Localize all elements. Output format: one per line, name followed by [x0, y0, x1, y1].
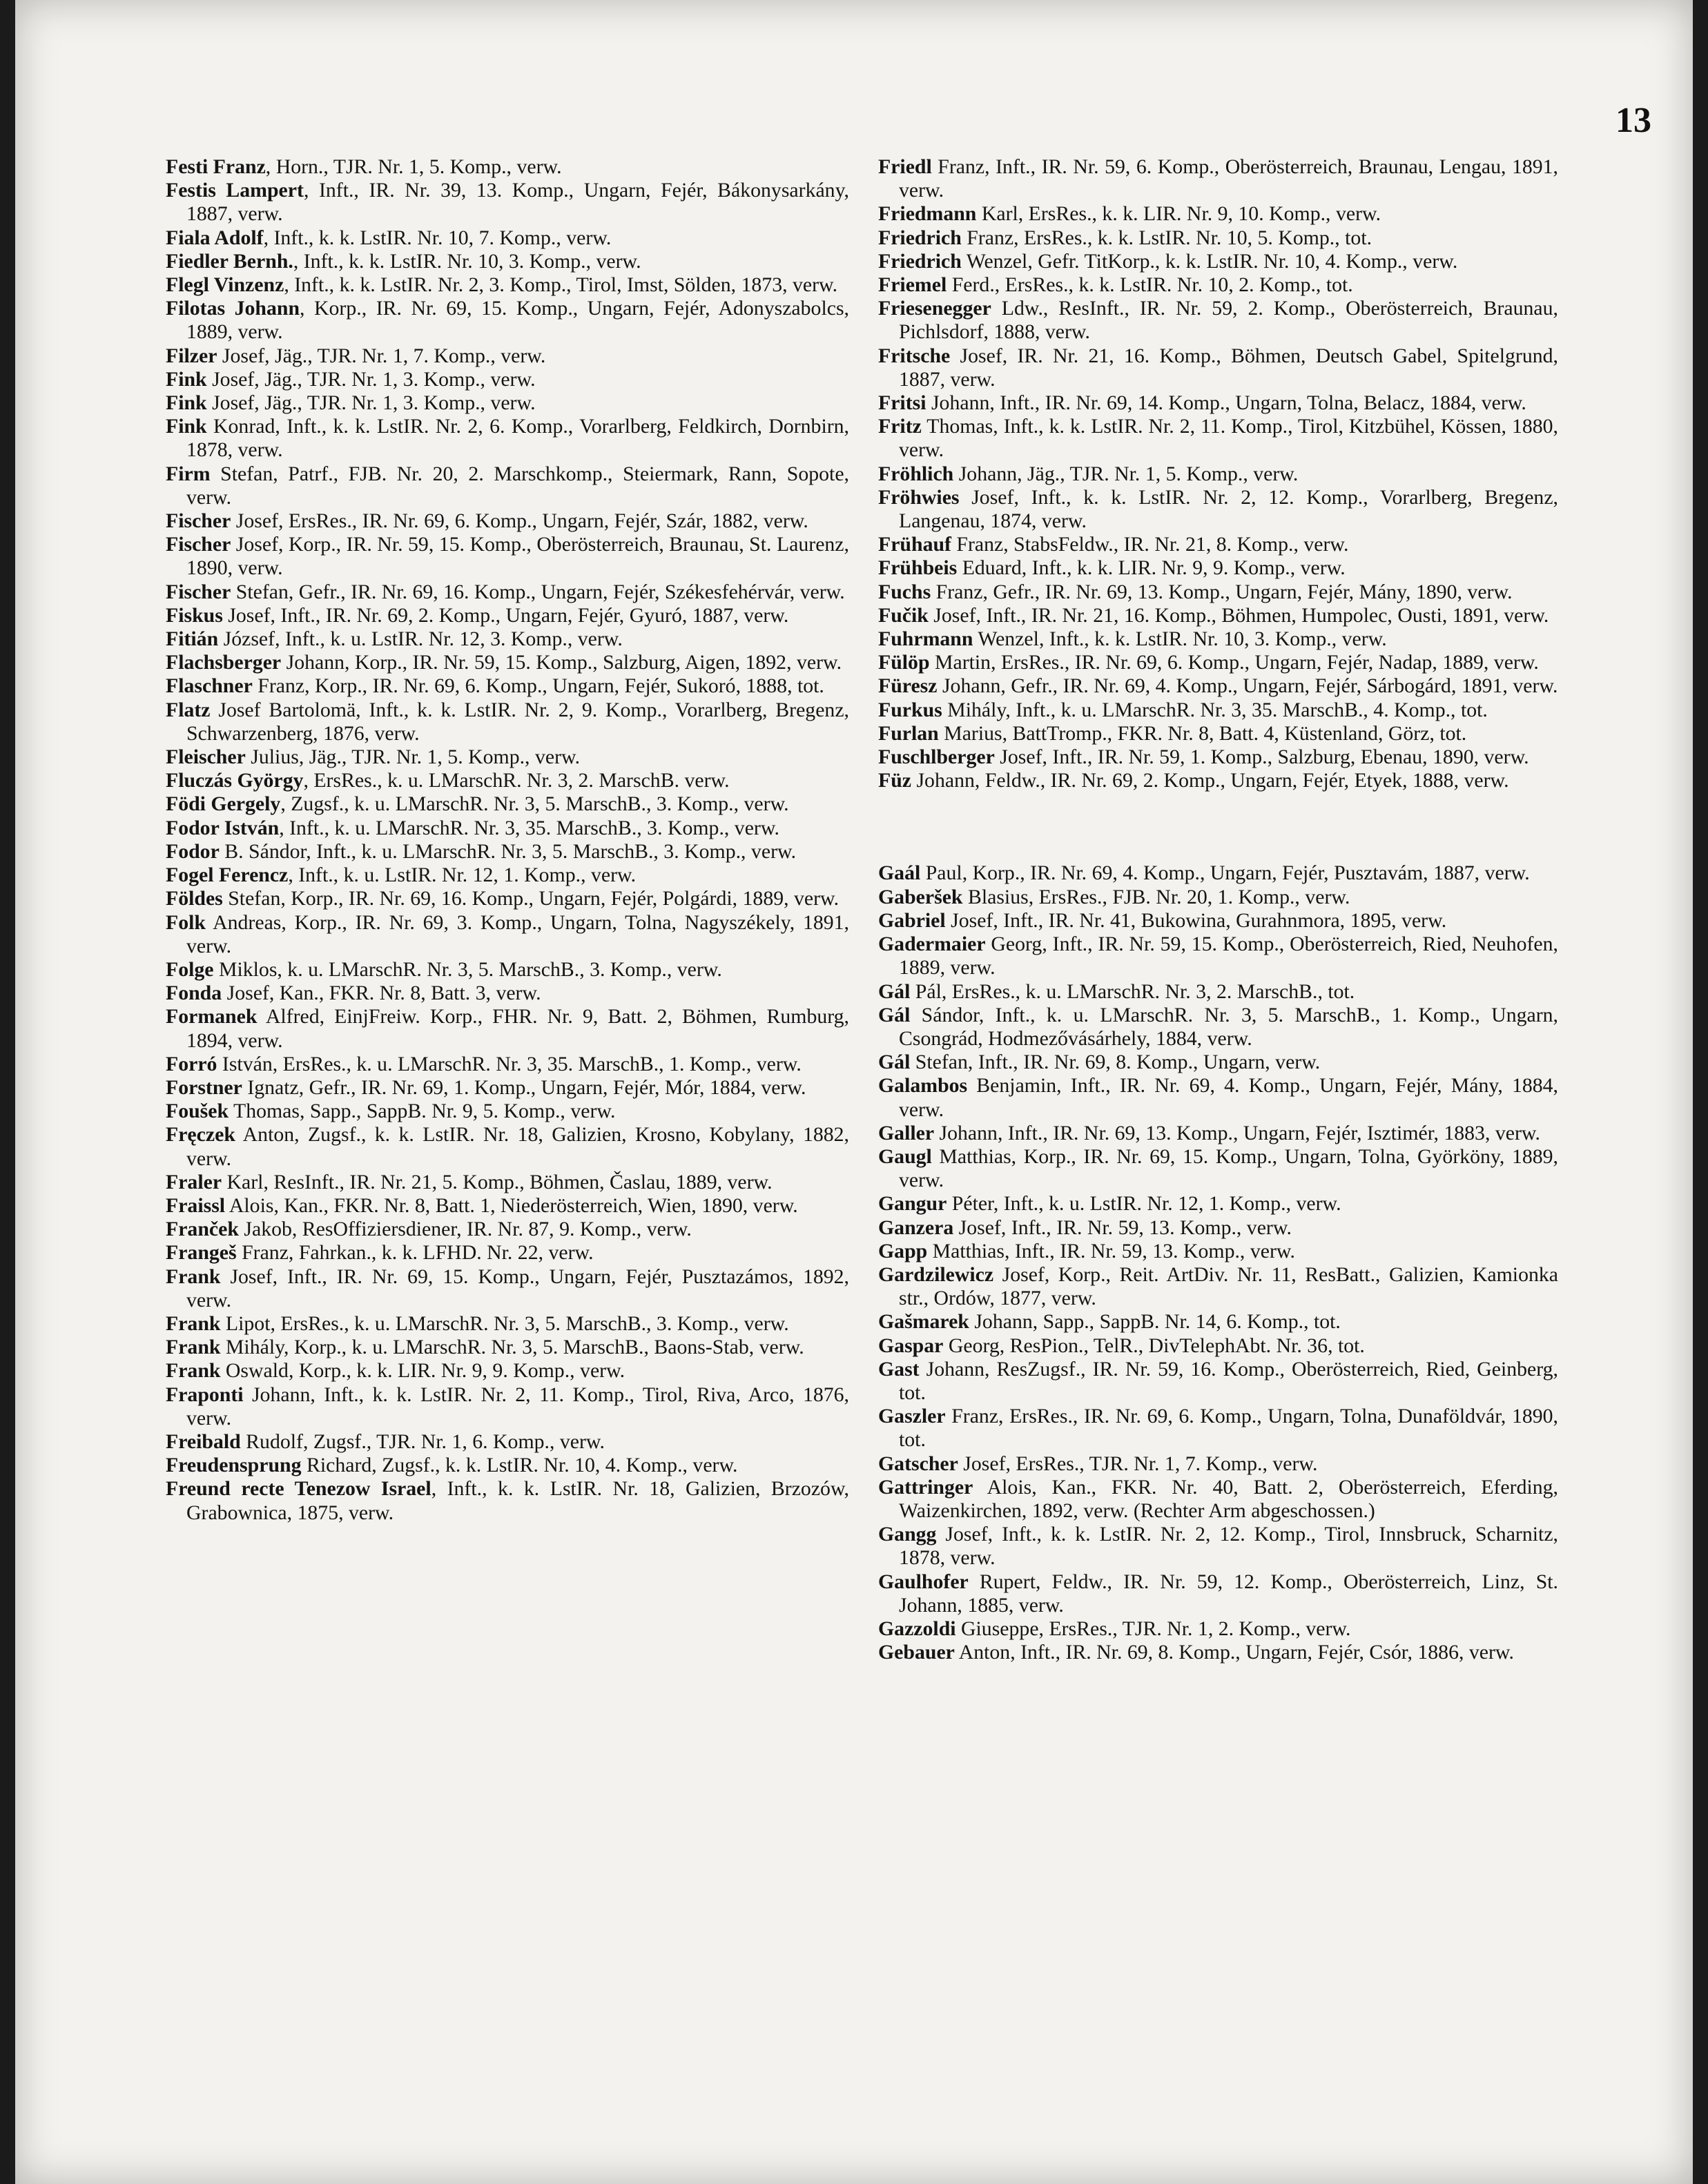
list-entry: [166, 769, 849, 792]
entry-details: Josef, Inft., IR. Nr. 69, 15. Komp., Ungarn, Fejér, Pusztazámos, 1892, verw.: [186, 1265, 849, 1312]
entry-surname: Firm: [166, 462, 211, 485]
list-entry: [166, 581, 849, 604]
list-entry: [878, 745, 1558, 769]
list-entry: [878, 1641, 1558, 1664]
list-entry: [166, 911, 849, 958]
entry-details: Franz, StabsFeldw., IR. Nr. 21, 8. Komp., verw.: [951, 533, 1349, 556]
list-entry: [878, 391, 1558, 415]
entry-surname: Fučik: [878, 603, 929, 627]
entry-details: Johann, Gefr., IR. Nr. 69, 4. Komp., Ungarn, Fejér, Sárbogárd, 1891, verw.: [937, 674, 1558, 698]
list-entry: [878, 250, 1558, 273]
entry-details: Johann, Jäg., TJR. Nr. 1, 5. Komp., verw.: [953, 462, 1299, 485]
entry-details: Georg, Inft., IR. Nr. 59, 15. Komp., Oberösterreich, Ried, Neuhofen, 1889, verw.: [899, 933, 1558, 979]
entry-surname: Fraponti: [166, 1383, 244, 1406]
entry-surname: Fleischer: [166, 745, 246, 769]
entry-details: Josef, Jäg., TJR. Nr. 1, 3. Komp., verw.: [206, 391, 536, 415]
entry-details: Johann, Inft., IR. Nr. 69, 14. Komp., Ungarn, Tolna, Belacz, 1884, verw.: [926, 391, 1526, 415]
entry-details: Mihály, Korp., k. u. LMarschR. Nr. 3, 5. MarschB., Baons-Stab, verw.: [220, 1336, 804, 1359]
entry-details: Josef, Inft., IR. Nr. 59, 13. Komp., verw.: [953, 1216, 1292, 1239]
entry-surname: Gál: [878, 1051, 911, 1074]
list-entry: [166, 887, 849, 910]
entry-details: Johann, Korp., IR. Nr. 59, 15. Komp., Salzburg, Aigen, 1892, verw.: [281, 651, 842, 674]
list-entry: [878, 1452, 1558, 1476]
entry-surname: Frank: [166, 1336, 221, 1359]
entry-surname: Gašmarek: [878, 1310, 969, 1334]
list-entry: [878, 909, 1558, 933]
list-entry: [166, 1053, 849, 1076]
list-entry: [878, 886, 1558, 909]
entry-surname: Gazzoldi: [878, 1617, 956, 1640]
list-entry: [878, 1074, 1558, 1121]
section-gap: [878, 792, 1558, 861]
entry-details: , Inft., k. k. LstIR. Nr. 18, Galizien, Brzozów, Grabownica, 1875, verw.: [186, 1477, 849, 1524]
entry-details: Josef, Jäg., TJR. Nr. 1, 3. Komp., verw.: [206, 367, 536, 391]
list-entry: [166, 155, 849, 179]
entry-details: Franz, Gefr., IR. Nr. 69, 13. Komp., Ungarn, Fejér, Mány, 1890, verw.: [931, 580, 1513, 603]
list-entry: [878, 769, 1558, 792]
entry-surname: Folk: [166, 910, 206, 934]
entry-surname: Gaugl: [878, 1144, 932, 1168]
list-entry: [166, 699, 849, 745]
list-entry: [166, 864, 849, 887]
entry-details: Rupert, Feldw., IR. Nr. 59, 12. Komp., Oberösterreich, Linz, St. Johann, 1885, verw.: [899, 1570, 1558, 1617]
entry-details: Karl, ErsRes., k. k. LIR. Nr. 9, 10. Komp., verw.: [976, 202, 1381, 226]
list-entry: [878, 226, 1558, 250]
entry-details: Josef, Inft., IR. Nr. 59, 1. Komp., Salzburg, Ebenau, 1890, verw.: [994, 745, 1529, 769]
entry-surname: Fonda: [166, 982, 222, 1005]
list-entry: [878, 674, 1558, 698]
list-entry: [166, 792, 849, 816]
entry-surname: Freudensprung: [166, 1454, 302, 1477]
list-entry: [878, 1216, 1558, 1240]
entry-surname: Furkus: [878, 698, 942, 721]
list-entry: [166, 1218, 849, 1241]
list-entry: [878, 1570, 1558, 1617]
entry-details: Franz, Fahrkan., k. k. LFHD. Nr. 22, verw.: [236, 1241, 594, 1265]
list-entry: [878, 1405, 1558, 1452]
entry-details: Alfred, EinjFreiw. Korp., FHR. Nr. 9, Batt. 2, Böhmen, Rumburg, 1894, verw.: [186, 1005, 849, 1052]
entry-details: , Inft., k. k. LstIR. Nr. 2, 3. Komp., Tirol, Imst, Sölden, 1873, verw.: [284, 273, 838, 297]
list-entry: [878, 1240, 1558, 1263]
entry-details: Josef, Inft., k. k. LstIR. Nr. 2, 12. Komp., Vorarlberg, Bregenz, Langenau, 1874, verw.: [899, 485, 1558, 533]
list-entry: [166, 297, 849, 344]
entry-details: Paul, Korp., IR. Nr. 69, 4. Komp., Ungarn, Fejér, Pusztavám, 1887, verw.: [920, 861, 1530, 885]
list-entry: [878, 1523, 1558, 1570]
list-entry: [878, 861, 1558, 885]
list-entry: [878, 415, 1558, 462]
entry-details: Josef Bartolomä, Inft., k. k. LstIR. Nr. 2, 9. Komp., Vorarlberg, Bregenz, Schwarzenberg, 1876, verw.: [186, 698, 849, 745]
list-entry: [166, 745, 849, 769]
entry-surname: Fuhrmann: [878, 627, 973, 651]
entry-details: Josef, Kan., FKR. Nr. 8, Batt. 3, verw.: [222, 982, 541, 1005]
entry-surname: Frank: [166, 1312, 221, 1335]
entry-surname: Freibald: [166, 1430, 241, 1453]
entry-details: Josef, Inft., IR. Nr. 41, Bukowina, Gurahnmora, 1895, verw.: [945, 908, 1447, 932]
list-entry: [878, 486, 1558, 533]
list-entry: [878, 604, 1558, 627]
entry-surname: Flegl Vinzenz: [166, 273, 284, 297]
list-entry: [878, 1192, 1558, 1216]
list-entry: [878, 202, 1558, 226]
entry-surname: Freund recte Tenezow Israel: [166, 1477, 431, 1501]
list-entry: [166, 1076, 849, 1100]
entry-surname: Fluczás György: [166, 769, 304, 792]
entry-surname: Flachsberger: [166, 651, 282, 674]
list-entry: [166, 250, 849, 273]
entry-surname: Friesenegger: [878, 297, 991, 320]
entry-details: Péter, Inft., k. u. LstIR. Nr. 12, 1. Komp., verw.: [947, 1192, 1341, 1216]
entry-surname: Fraissl: [166, 1193, 226, 1217]
entry-surname: Gatscher: [878, 1452, 958, 1475]
entry-details: Stefan, Inft., IR. Nr. 69, 8. Komp., Ungarn, verw.: [910, 1051, 1321, 1074]
list-entry: [166, 1336, 849, 1359]
entry-surname: Fiedler Bernh.: [166, 249, 293, 273]
entry-surname: Füresz: [878, 674, 938, 698]
list-entry: [878, 1310, 1558, 1334]
entry-details: , Inft., k. u. LMarschR. Nr. 3, 35. MarschB., 3. Komp., verw.: [279, 816, 779, 839]
list-entry: [166, 1194, 849, 1218]
entry-details: Johann, Inft., k. k. LstIR. Nr. 2, 11. Komp., Tirol, Riva, Arco, 1876, verw.: [186, 1383, 849, 1430]
list-entry: [166, 1454, 849, 1477]
list-entry: [166, 533, 849, 580]
entry-details: Franz, ErsRes., IR. Nr. 69, 6. Komp., Ungarn, Tolna, Dunaföldvár, 1890, tot.: [899, 1405, 1558, 1452]
entry-surname: Fink: [166, 415, 207, 438]
entry-surname: Fischer: [166, 509, 231, 533]
list-entry: [166, 1312, 849, 1336]
entry-details: Josef, IR. Nr. 21, 16. Komp., Böhmen, Deutsch Gabel, Spitelgrund, 1887, verw.: [899, 344, 1558, 391]
entry-surname: Friemel: [878, 273, 947, 297]
list-entry: [878, 533, 1558, 556]
entry-surname: Forró: [166, 1052, 217, 1075]
entry-surname: Fröhwies: [878, 485, 960, 509]
entry-surname: Frühbeis: [878, 556, 958, 580]
list-entry: [878, 1004, 1558, 1051]
entry-surname: Fraler: [166, 1170, 222, 1193]
entry-details: Karl, ResInft., IR. Nr. 21, 5. Komp., Böhmen, Časlau, 1889, verw.: [222, 1170, 773, 1193]
list-entry: [166, 368, 849, 391]
list-entry: [166, 462, 849, 509]
list-entry: [166, 840, 849, 864]
entry-details: Andreas, Korp., IR. Nr. 69, 3. Komp., Ungarn, Tolna, Nagyszékely, 1891, verw.: [186, 910, 849, 957]
list-entry: [878, 722, 1558, 745]
entry-surname: Gardzilewicz: [878, 1262, 994, 1286]
list-entry: [878, 581, 1558, 604]
entry-surname: Gabriel: [878, 908, 946, 932]
right-column: [878, 155, 1558, 1664]
entry-details: Josef, ErsRes., IR. Nr. 69, 6. Komp., Ungarn, Fejér, Szár, 1882, verw.: [231, 509, 808, 533]
entry-surname: Fuschlberger: [878, 745, 995, 769]
entry-surname: Frangeš: [166, 1241, 237, 1265]
list-entry: [878, 1476, 1558, 1523]
entry-surname: Gál: [878, 979, 911, 1003]
list-entry: [878, 651, 1558, 674]
list-entry: [166, 391, 849, 415]
entry-details: , ErsRes., k. u. LMarschR. Nr. 3, 2. MarschB. verw.: [303, 769, 730, 792]
entry-surname: Galambos: [878, 1074, 968, 1098]
entry-surname: Franček: [166, 1218, 239, 1241]
list-entry: [878, 273, 1558, 297]
entry-surname: Gapp: [878, 1239, 928, 1262]
entry-surname: Földes: [166, 887, 223, 910]
list-entry: [878, 699, 1558, 722]
list-entry: [166, 1005, 849, 1052]
entry-surname: Fogel Ferencz: [166, 864, 289, 887]
entry-details: Johann, Feldw., IR. Nr. 69, 2. Komp., Ungarn, Fejér, Etyek, 1888, verw.: [911, 769, 1509, 792]
entry-details: Stefan, Patrf., FJB. Nr. 20, 2. Marschkomp., Steiermark, Rann, Sopote, verw.: [186, 462, 849, 509]
entry-details: Stefan, Korp., IR. Nr. 69, 16. Komp., Ungarn, Fejér, Polgárdi, 1889, verw.: [222, 887, 840, 910]
entry-surname: Frank: [166, 1265, 221, 1288]
entry-surname: Gadermaier: [878, 933, 986, 956]
entry-surname: Gebauer: [878, 1641, 955, 1664]
entry-surname: Furlan: [878, 721, 939, 745]
entry-surname: Ganzera: [878, 1216, 954, 1239]
list-entry: [166, 627, 849, 651]
entry-details: Alois, Kan., FKR. Nr. 8, Batt. 1, Niederösterreich, Wien, 1890, verw.: [225, 1193, 798, 1217]
entry-details: Wenzel, Inft., k. k. LstIR. Nr. 10, 3. Komp., verw.: [973, 627, 1387, 651]
entry-surname: Friedrich: [878, 249, 962, 273]
entry-details: Martin, ErsRes., IR. Nr. 69, 6. Komp., Ungarn, Fejér, Nadap, 1889, verw.: [929, 651, 1539, 674]
entry-surname: Festi Franz: [166, 155, 266, 178]
entry-surname: Gaál: [878, 861, 921, 885]
list-entry: [878, 344, 1558, 391]
entry-details: , Horn., TJR. Nr. 1, 5. Komp., verw.: [265, 155, 562, 178]
list-entry: [166, 179, 849, 226]
entry-details: Johann, ResZugsf., IR. Nr. 59, 16. Komp., Oberösterreich, Ried, Geinberg, tot.: [899, 1357, 1558, 1404]
entry-surname: Gast: [878, 1357, 920, 1381]
entry-details: Oswald, Korp., k. k. LIR. Nr. 9, 9. Komp., verw.: [220, 1359, 625, 1383]
entry-details: B. Sándor, Inft., k. u. LMarschR. Nr. 3, 5. MarschB., 3. Komp., verw.: [219, 839, 797, 863]
entry-details: Rudolf, Zugsf., TJR. Nr. 1, 6. Komp., verw.: [240, 1430, 605, 1453]
entry-surname: Festis Lampert: [166, 179, 304, 202]
entry-details: Johann, Sapp., SappB. Nr. 14, 6. Komp., tot.: [969, 1310, 1341, 1334]
entry-details: Johann, Inft., IR. Nr. 69, 13. Komp., Ungarn, Fejér, Isztimér, 1883, verw.: [934, 1121, 1540, 1144]
entry-surname: Folge: [166, 957, 214, 981]
entry-surname: Filzer: [166, 344, 217, 367]
entry-details: Alois, Kan., FKR. Nr. 40, Batt. 2, Oberösterreich, Eferding, Waizenkirchen, 1892, verw. (Rechter Arm abgeschossen.): [899, 1475, 1558, 1522]
list-entry: [166, 1265, 849, 1312]
entry-surname: Galler: [878, 1121, 935, 1144]
entry-details: Konrad, Inft., k. k. LstIR. Nr. 2, 6. Komp., Vorarlberg, Feldkirch, Dornbirn, 1878, verw.: [186, 415, 849, 462]
list-entry: [166, 1171, 849, 1194]
entry-surname: Fritz: [878, 415, 922, 438]
list-entry: [878, 462, 1558, 486]
entry-surname: Fiala Adolf: [166, 226, 264, 249]
entry-surname: Gaspar: [878, 1334, 944, 1357]
entry-surname: Fischer: [166, 533, 231, 556]
entry-surname: Gaszler: [878, 1405, 946, 1428]
entry-surname: Fülöp: [878, 651, 930, 674]
entry-surname: Frühauf: [878, 533, 951, 556]
list-entry: [878, 1617, 1558, 1641]
entry-details: Miklos, k. u. LMarschR. Nr. 3, 5. MarschB., 3. Komp., verw.: [213, 957, 722, 981]
entry-details: Anton, Inft., IR. Nr. 69, 8. Komp., Ungarn, Fejér, Csór, 1886, verw.: [954, 1641, 1514, 1664]
entry-details: Georg, ResPion., TelR., DivTelephAbt. Nr. 36, tot.: [943, 1334, 1365, 1357]
list-entry: [166, 226, 849, 250]
entry-details: Josef, ErsRes., TJR. Nr. 1, 7. Komp., verw.: [958, 1452, 1318, 1475]
list-entry: [166, 817, 849, 840]
entry-details: Mihály, Inft., k. u. LMarschR. Nr. 3, 35. MarschB., 4. Komp., tot.: [942, 698, 1488, 721]
list-entry: [878, 1334, 1558, 1358]
entry-details: , Inft., IR. Nr. 39, 13. Komp., Ungarn, Fejér, Bákonysarkány, 1887, verw.: [186, 179, 849, 226]
entry-details: Stefan, Gefr., IR. Nr. 69, 16. Komp., Ungarn, Fejér, Székesfehérvár, verw.: [231, 580, 845, 603]
list-entry: [878, 297, 1558, 344]
entry-details: Josef, Jäg., TJR. Nr. 1, 7. Komp., verw.: [217, 344, 546, 367]
document-page: [15, 0, 1693, 2184]
list-entry: [878, 556, 1558, 580]
entry-details: Ignatz, Gefr., IR. Nr. 69, 1. Komp., Ungarn, Fejér, Mór, 1884, verw.: [242, 1075, 806, 1099]
left-column: [166, 155, 849, 1525]
entry-surname: Fröhlich: [878, 462, 954, 485]
page-number: 13: [1615, 101, 1651, 140]
list-entry: [166, 1241, 849, 1265]
entry-surname: Fodor István: [166, 816, 280, 839]
entry-surname: Födi Gergely: [166, 792, 281, 816]
entry-details: , Inft., k. u. LstIR. Nr. 12, 1. Komp., verw.: [288, 864, 637, 887]
entry-details: Josef, Inft., k. k. LstIR. Nr. 2, 12. Komp., Tirol, Innsbruck, Scharnitz, 1878, verw.: [899, 1523, 1558, 1570]
list-entry: [878, 933, 1558, 979]
entry-details: Julius, Jäg., TJR. Nr. 1, 5. Komp., verw.: [245, 745, 581, 769]
entry-details: Josef, Korp., Reit. ArtDiv. Nr. 11, ResBatt., Galizien, Kamionka str., Ordów, 1877, verw.: [899, 1262, 1558, 1310]
list-entry: [166, 1477, 849, 1524]
entry-surname: Foušek: [166, 1100, 229, 1123]
entry-surname: Fritsi: [878, 391, 926, 415]
entry-details: , Inft., k. k. LstIR. Nr. 10, 3. Komp., verw.: [293, 249, 641, 273]
list-entry: [878, 1145, 1558, 1192]
entry-details: Sándor, Inft., k. u. LMarschR. Nr. 3, 5. MarschB., 1. Komp., Ungarn, Csongrád, Hodmezővásárhely, 1884, verw.: [899, 1003, 1558, 1050]
list-entry: [166, 1100, 849, 1123]
list-entry: [878, 980, 1558, 1004]
entry-surname: Friedrich: [878, 226, 962, 249]
entry-surname: Gál: [878, 1003, 911, 1026]
entry-details: Marius, BattTromp., FKR. Nr. 8, Batt. 4, Küstenland, Görz, tot.: [938, 721, 1467, 745]
entry-details: , Inft., k. k. LstIR. Nr. 10, 7. Komp., verw.: [263, 226, 612, 249]
entry-details: Franz, Inft., IR. Nr. 59, 6. Komp., Oberösterreich, Braunau, Lengau, 1891, verw.: [899, 155, 1558, 202]
entry-surname: Gattringer: [878, 1475, 973, 1499]
entry-surname: Fodor: [166, 839, 220, 863]
entry-details: , Zugsf., k. u. LMarschR. Nr. 3, 5. MarschB., 3. Komp., verw.: [280, 792, 789, 816]
entry-surname: Frank: [166, 1359, 221, 1383]
entry-surname: Gaberšek: [878, 885, 963, 908]
entry-surname: Flatz: [166, 698, 211, 721]
entry-details: Pál, ErsRes., k. u. LMarschR. Nr. 3, 2. MarschB., tot.: [910, 979, 1355, 1003]
entry-surname: Formanek: [166, 1005, 258, 1028]
entry-details: Jakob, ResOffiziersdiener, IR. Nr. 87, 9. Komp., verw.: [238, 1218, 692, 1241]
entry-surname: Fink: [166, 391, 207, 415]
entry-details: Thomas, Inft., k. k. LstIR. Nr. 2, 11. Komp., Tirol, Kitzbühel, Kössen, 1880, verw.: [899, 415, 1558, 462]
list-entry: [166, 344, 849, 368]
entry-details: Ferd., ErsRes., k. k. LstIR. Nr. 10, 2. Komp., tot.: [947, 273, 1353, 297]
entry-details: , Korp., IR. Nr. 69, 15. Komp., Ungarn, Fejér, Adonyszabolcs, 1889, verw.: [186, 297, 850, 344]
list-entry: [166, 1123, 849, 1170]
list-entry: [878, 1263, 1558, 1310]
entry-surname: Filotas Johann: [166, 297, 300, 320]
list-entry: [878, 627, 1558, 651]
entry-details: Thomas, Sapp., SappB. Nr. 9, 5. Komp., verw.: [229, 1100, 616, 1123]
entry-details: Ldw., ResInft., IR. Nr. 59, 2. Komp., Oberösterreich, Braunau, Pichlsdorf, 1888, verw.: [899, 297, 1558, 344]
entry-surname: Fink: [166, 367, 207, 391]
entry-details: Matthias, Korp., IR. Nr. 69, 15. Komp., Ungarn, Tolna, Györköny, 1889, verw.: [899, 1144, 1558, 1192]
entry-details: Josef, Inft., IR. Nr. 21, 16. Komp., Böhmen, Humpolec, Ousti, 1891, verw.: [928, 603, 1549, 627]
entry-details: Josef, Korp., IR. Nr. 59, 15. Komp., Oberösterreich, Braunau, St. Laurenz, 1890, verw.: [186, 533, 849, 580]
entry-surname: Füz: [878, 769, 911, 792]
entry-surname: Fuchs: [878, 580, 931, 603]
entry-surname: Fitián: [166, 627, 219, 651]
list-entry: [166, 651, 849, 674]
entry-surname: Friedmann: [878, 202, 977, 226]
list-entry: [878, 1122, 1558, 1145]
list-entry: [166, 958, 849, 982]
list-entry: [166, 1430, 849, 1454]
list-entry: [878, 1051, 1558, 1074]
entry-details: Matthias, Inft., IR. Nr. 59, 13. Komp., verw.: [927, 1239, 1295, 1262]
list-entry: [878, 155, 1558, 202]
entry-surname: Gangur: [878, 1192, 947, 1216]
entry-details: Anton, Zugsf., k. k. LstIR. Nr. 18, Galizien, Krosno, Kobylany, 1882, verw.: [186, 1123, 849, 1170]
list-entry: [166, 415, 849, 462]
entry-surname: Fręczek: [166, 1123, 235, 1147]
list-entry: [878, 1358, 1558, 1405]
entry-surname: Fiskus: [166, 603, 223, 627]
entry-surname: Fischer: [166, 580, 231, 603]
entry-surname: Gangg: [878, 1523, 937, 1546]
entry-surname: Friedl: [878, 155, 932, 178]
entry-surname: Gaulhofer: [878, 1570, 969, 1593]
entry-surname: Flaschner: [166, 674, 253, 698]
entry-details: Benjamin, Inft., IR. Nr. 69, 4. Komp., Ungarn, Fejér, Mány, 1884, verw.: [899, 1074, 1558, 1121]
list-entry: [166, 509, 849, 533]
entry-details: Wenzel, Gefr. TitKorp., k. k. LstIR. Nr. 10, 4. Komp., verw.: [961, 249, 1458, 273]
entry-details: Giuseppe, ErsRes., TJR. Nr. 1, 2. Komp., verw.: [955, 1617, 1351, 1640]
entry-details: Richard, Zugsf., k. k. LstIR. Nr. 10, 4. Komp., verw.: [301, 1454, 738, 1477]
entry-details: Lipot, ErsRes., k. u. LMarschR. Nr. 3, 5. MarschB., 3. Komp., verw.: [220, 1312, 789, 1335]
list-entry: [166, 273, 849, 297]
entry-details: Blasius, ErsRes., FJB. Nr. 20, 1. Komp., verw.: [962, 885, 1350, 908]
list-entry: [166, 982, 849, 1005]
entry-details: Franz, ErsRes., k. k. LstIR. Nr. 10, 5. Komp., tot.: [961, 226, 1372, 249]
entry-surname: Fritsche: [878, 344, 951, 367]
entry-details: István, ErsRes., k. u. LMarschR. Nr. 3, 35. MarschB., 1. Komp., verw.: [217, 1052, 802, 1075]
entry-details: Eduard, Inft., k. k. LIR. Nr. 9, 9. Komp., verw.: [957, 556, 1346, 580]
list-entry: [166, 604, 849, 627]
list-entry: [166, 1359, 849, 1383]
list-entry: [166, 1383, 849, 1430]
entry-details: József, Inft., k. u. LstIR. Nr. 12, 3. Komp., verw.: [218, 627, 623, 651]
entry-surname: Forstner: [166, 1075, 242, 1099]
entry-details: Franz, Korp., IR. Nr. 69, 6. Komp., Ungarn, Fejér, Sukoró, 1888, tot.: [252, 674, 824, 698]
list-entry: [166, 674, 849, 698]
entry-details: Josef, Inft., IR. Nr. 69, 2. Komp., Ungarn, Fejér, Gyuró, 1887, verw.: [222, 603, 789, 627]
